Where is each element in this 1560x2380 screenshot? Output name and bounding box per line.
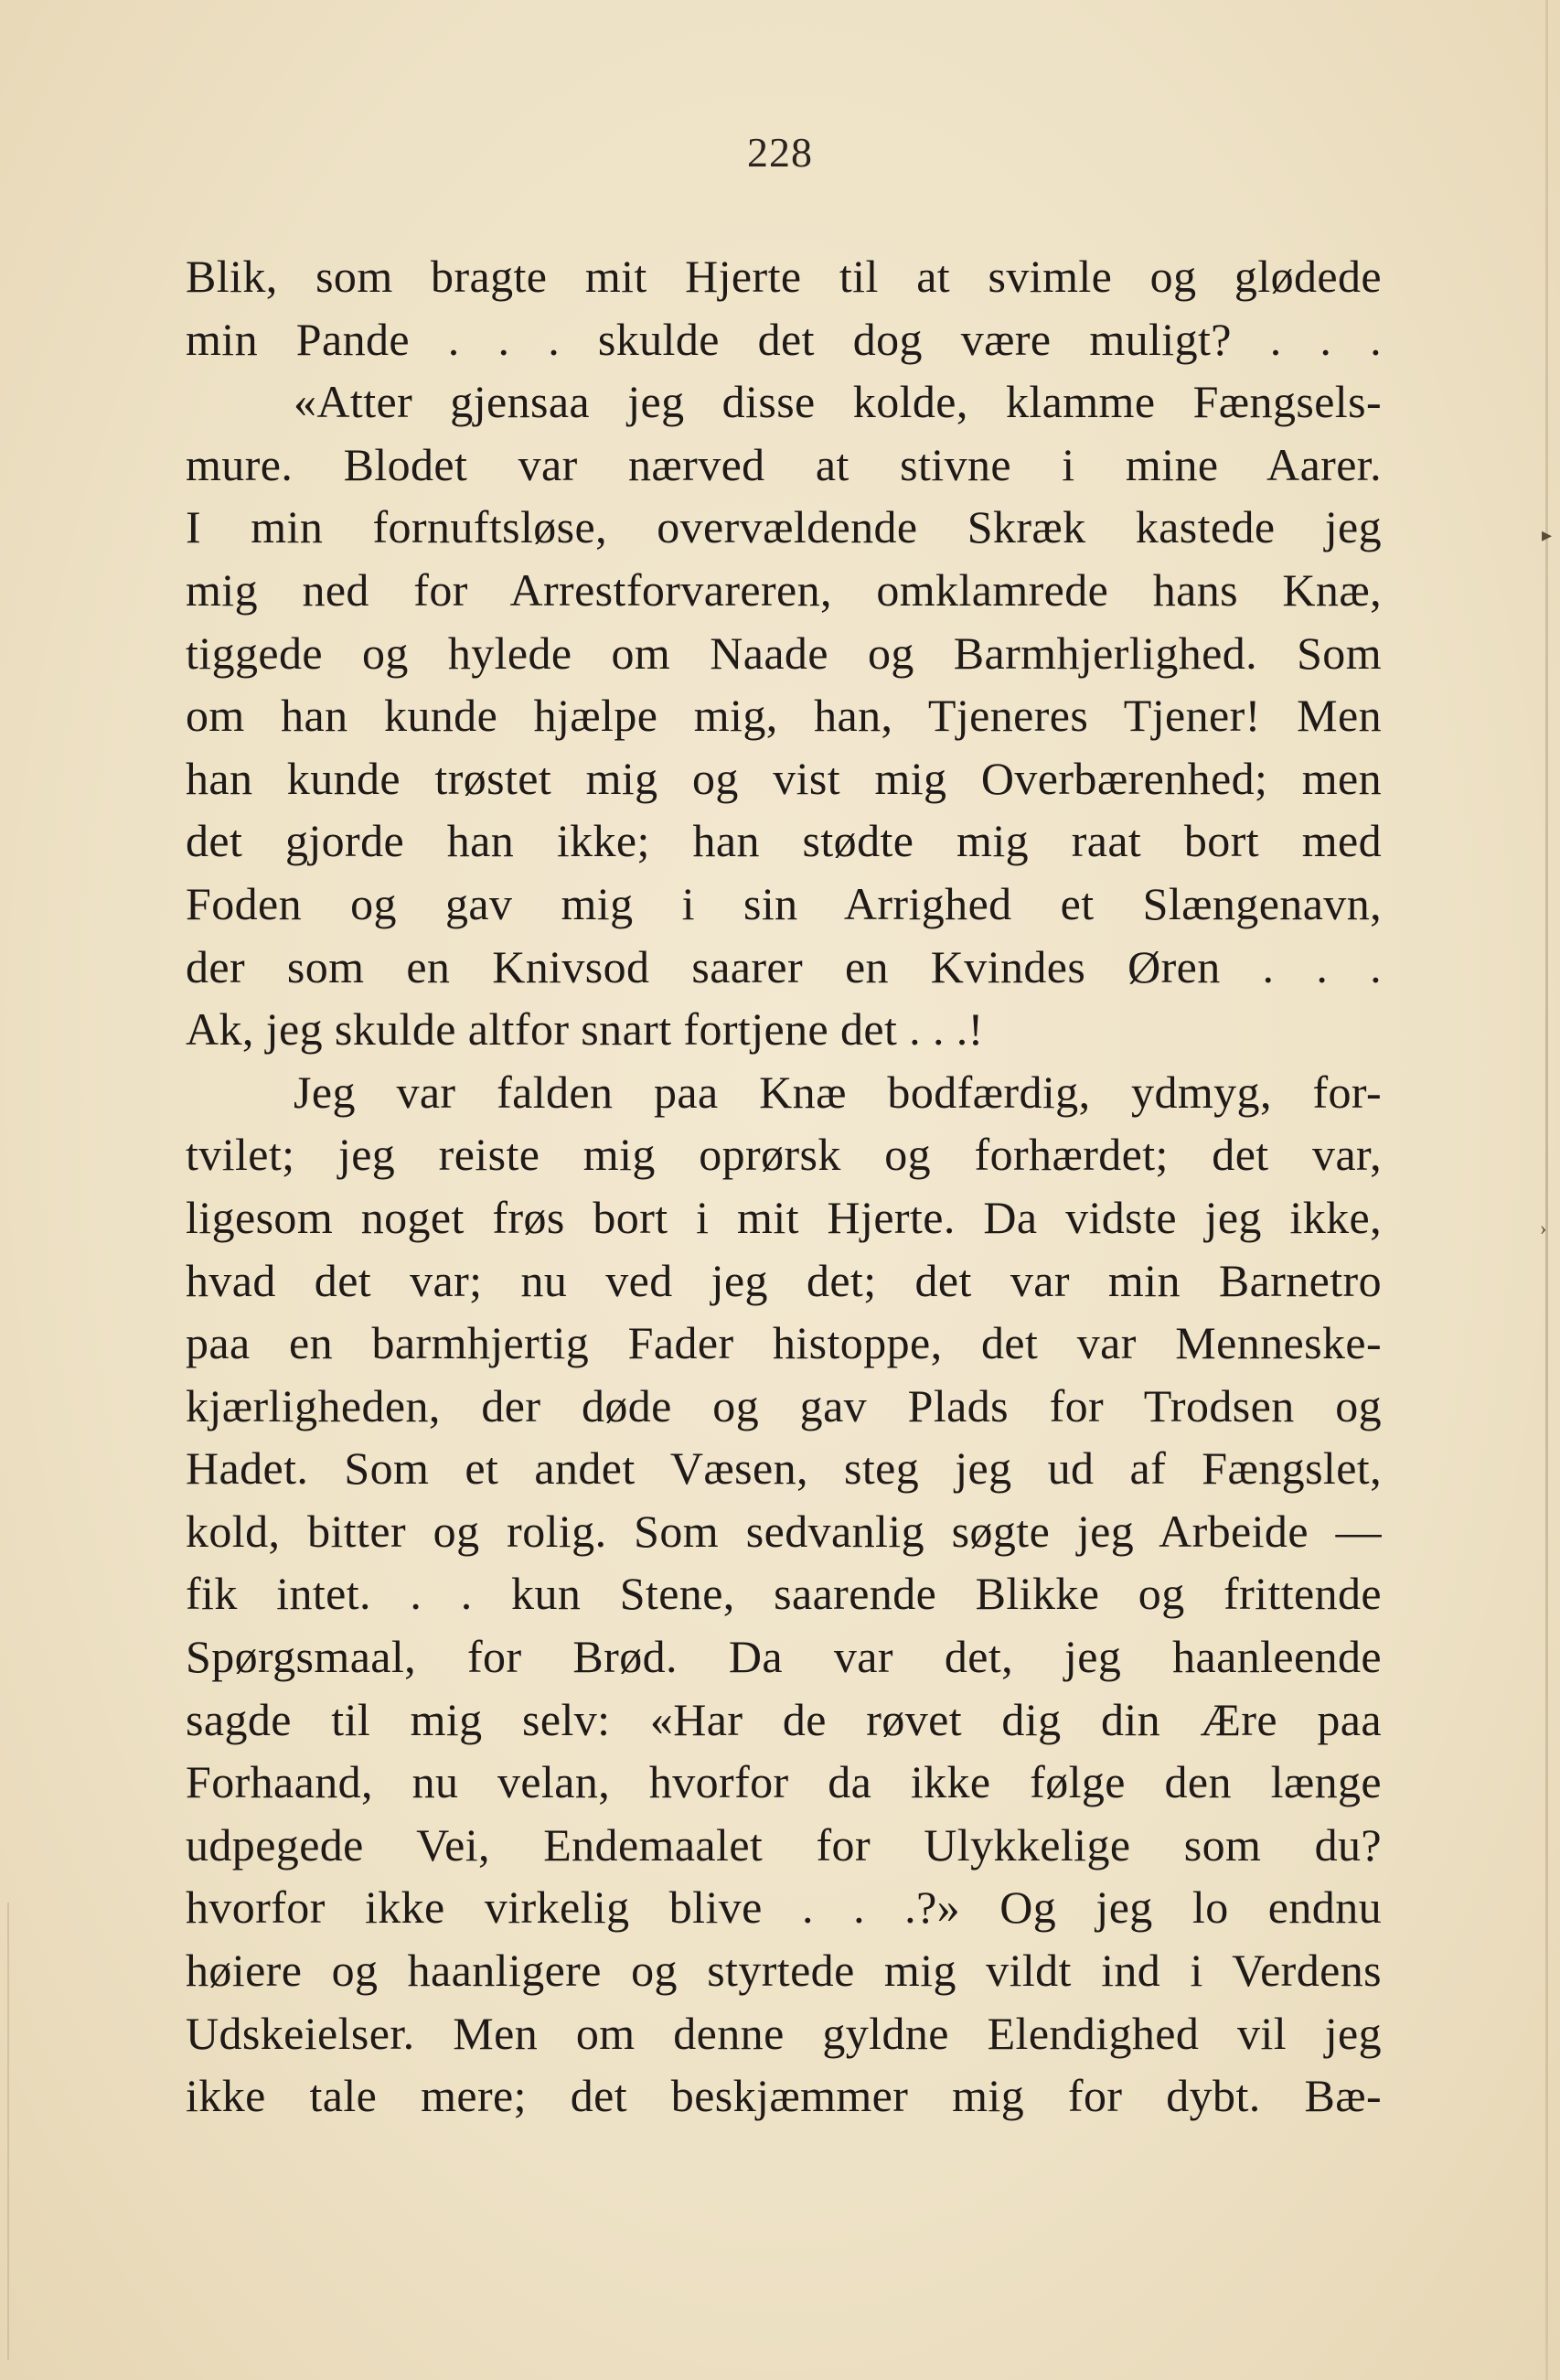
text-line: Spørgsmaal, for Brød. Da var det, jeg haanleende	[186, 1631, 1382, 1683]
text-line: Ak, jeg skulde altfor snart fortjene det . . .!	[186, 1003, 984, 1056]
text-line: min Pande . . . skulde det dog være muligt? . . .	[186, 313, 1382, 365]
body-text	[186, 245, 1382, 2128]
text-line: om han kunde hjælpe mig, han, Tjeneres Tjener! Men	[186, 690, 1382, 742]
margin-mark: ›	[1540, 1217, 1547, 1239]
text-line: Jeg var falden paa Knæ bodfærdig, ydmyg, for-	[294, 1066, 1382, 1118]
text-line: «Atter gjensaa jeg disse kolde, klamme Fængsels-	[294, 376, 1382, 428]
text-line: kold, bitter og rolig. Som sedvanlig søgte jeg Arbeide —	[186, 1505, 1382, 1557]
text-line: Forhaand, nu velan, hvorfor da ikke følge den længe	[186, 1756, 1382, 1808]
text-line: ligesom noget frøs bort i mit Hjerte. Da vidste jeg ikke,	[186, 1191, 1382, 1243]
margin-mark: ▸	[1542, 523, 1553, 546]
text-line: hvad det var; nu ved jeg det; det var min Barnetro	[186, 1254, 1382, 1306]
text-line: sagde til mig selv: «Har de røvet dig din Ære paa	[186, 1693, 1382, 1745]
text-line: paa en barmhjertig Fader histoppe, det var Menneske-	[186, 1317, 1382, 1369]
text-line: ikke tale mere; det beskjæmmer mig for dybt. Bæ-	[186, 2070, 1382, 2122]
text-line: høiere og haanligere og styrtede mig vildt ind i Verdens	[186, 1945, 1382, 1997]
text-line: der som en Knivsod saarer en Kvindes Øren . . .	[186, 940, 1382, 992]
text-line: hvorfor ikke virkelig blive . . .?» Og jeg lo endnu	[186, 1881, 1382, 1934]
page-number: 228	[747, 129, 813, 176]
text-line: fik intet. . . kun Stene, saarende Blikke og frittende	[186, 1568, 1382, 1620]
text-line: I min fornuftsløse, overvældende Skræk kastede jeg	[186, 501, 1382, 553]
text-line: Udskeielser. Men om denne gyldne Elendighed vil jeg	[186, 2007, 1382, 2059]
text-line: tiggede og hylede om Naade og Barmhjerlighed. Som	[186, 627, 1382, 679]
text-line: Foden og gav mig i sin Arrighed et Slængenavn,	[186, 877, 1382, 929]
page-gutter-line	[7, 1903, 9, 2360]
text-line: det gjorde han ikke; han stødte mig raat bort med	[186, 815, 1382, 867]
text-line: Hadet. Som et andet Væsen, steg jeg ud af Fængslet,	[186, 1442, 1382, 1495]
text-line: udpegede Vei, Endemaalet for Ulykkelige som du?	[186, 1818, 1382, 1871]
text-line: han kunde trøstet mig og vist mig Overbærenhed; men	[186, 752, 1382, 804]
text-line: tvilet; jeg reiste mig oprørsk og forhærdet; det var,	[186, 1129, 1382, 1181]
text-line: mig ned for Arrestforvareren, omklamrede hans Knæ,	[186, 563, 1382, 616]
text-line: mure. Blodet var nærved at stivne i mine Aarer.	[186, 438, 1382, 490]
page-edge-shadow	[1545, 0, 1548, 2380]
text-line: kjærligheden, der døde og gav Plads for Trodsen og	[186, 1379, 1382, 1431]
text-line: Blik, som bragte mit Hjerte til at svimle og glødede	[186, 251, 1382, 302]
